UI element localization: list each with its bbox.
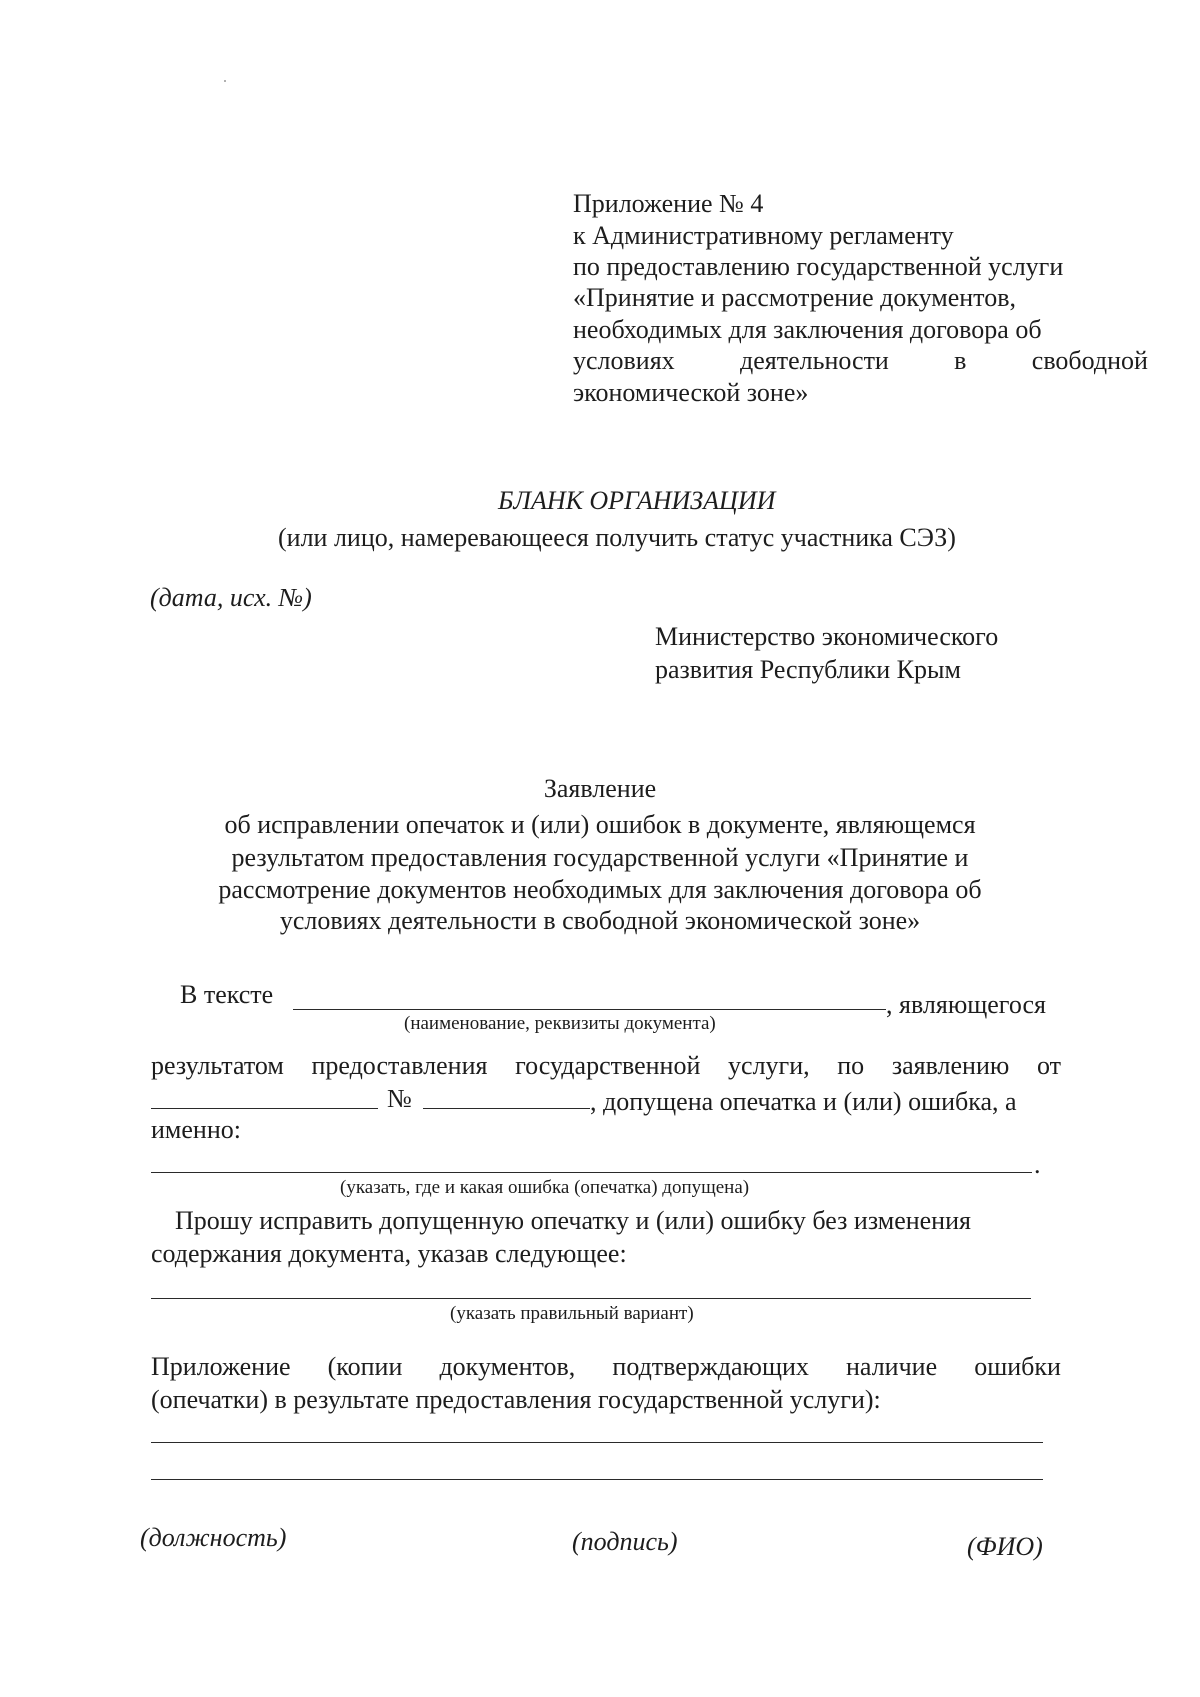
attachment-word: (копии — [327, 1352, 403, 1381]
body-word: от — [1036, 1051, 1061, 1080]
attachment-word: Приложение — [151, 1352, 291, 1381]
document-name-line — [293, 1009, 886, 1010]
appendix-word: деятельности — [740, 346, 889, 375]
addressee-line: Министерство экономического — [655, 622, 999, 651]
application-number-line — [423, 1108, 590, 1109]
request-line: Прошу исправить допущенную опечатку и (или) ошибку без изменения — [175, 1206, 971, 1235]
attachment-word: наличие — [846, 1352, 938, 1381]
attachment-justified-line — [151, 1351, 1061, 1383]
statement-title-line: условиях деятельности в свободной экономической зоне» — [279, 906, 921, 935]
body-word: услуги, — [728, 1051, 810, 1080]
org-blank-subtitle: (или лицо, намеревающееся получить статус участника СЭЗ) — [278, 523, 956, 552]
number-sign: № — [387, 1084, 412, 1113]
signature-position-caption: (должность) — [140, 1523, 287, 1552]
document-name-hint: (наименование, реквизиты документа) — [404, 1013, 716, 1034]
attachment-word: подтверждающих — [612, 1352, 809, 1381]
attachment-word: ошибки — [974, 1352, 1061, 1381]
statement-title-line: об исправлении опечаток и (или) ошибок в документе, являющемся — [224, 810, 976, 839]
body-word: предоставления — [311, 1051, 488, 1080]
appendix-word: свободной — [1031, 346, 1148, 375]
correct-variant-hint: (указать правильный вариант) — [450, 1303, 694, 1324]
being-label: , являющегося — [886, 990, 1046, 1019]
request-line: содержания документа, указав следующее: — [151, 1239, 627, 1268]
signature-sign-caption: (подпись) — [572, 1527, 678, 1556]
correct-variant-line — [151, 1298, 1031, 1299]
appendix-line: «Принятие и рассмотрение документов, — [573, 283, 1016, 312]
addressee-line: развития Республики Крым — [655, 655, 961, 684]
date-ref-field: (дата, исх. №) — [150, 583, 312, 612]
org-blank-title: БЛАНК ОРГАНИЗАЦИИ — [498, 486, 776, 515]
appendix-justified-line — [573, 345, 1148, 377]
body-word: заявлению — [891, 1051, 1010, 1080]
attachment-entry-line — [151, 1442, 1043, 1443]
application-date-line — [151, 1108, 378, 1109]
statement-title-line: рассмотрение документов необходимых для заключения договора об — [218, 875, 982, 904]
appendix-line: по предоставлению государственной услуги — [573, 252, 1064, 281]
body-word: государственной — [515, 1051, 701, 1080]
body-justified-line — [151, 1050, 1061, 1082]
scan-speck — [224, 80, 226, 82]
statement-heading: Заявление — [543, 774, 657, 803]
period-mark: . — [1034, 1150, 1041, 1179]
attachment-entry-line — [151, 1479, 1043, 1480]
allowed-error-label: , допущена опечатка и (или) ошибка, а — [590, 1087, 1017, 1116]
attachment-line: (опечатки) в результате предоставления государственной услуги): — [151, 1385, 881, 1414]
attachment-word: документов, — [439, 1352, 576, 1381]
appendix-line: необходимых для заключения договора об — [573, 315, 1042, 344]
appendix-number: Приложение № 4 — [573, 189, 764, 218]
namely-label: именно: — [151, 1115, 241, 1144]
appendix-word: условиях — [573, 346, 675, 375]
body-word: по — [837, 1051, 865, 1080]
signature-name-caption: (ФИО) — [967, 1532, 1043, 1561]
appendix-line: экономической зоне» — [573, 378, 809, 407]
error-description-hint: (указать, где и какая ошибка (опечатка) допущена) — [340, 1177, 750, 1198]
in-text-label: В тексте — [180, 980, 274, 1009]
statement-title-line: результатом предоставления государственной услуги «Принятие и — [231, 843, 969, 872]
appendix-line: к Административному регламенту — [573, 221, 954, 250]
body-word: результатом — [151, 1051, 284, 1080]
appendix-word: в — [954, 346, 967, 375]
error-description-line — [151, 1172, 1032, 1173]
